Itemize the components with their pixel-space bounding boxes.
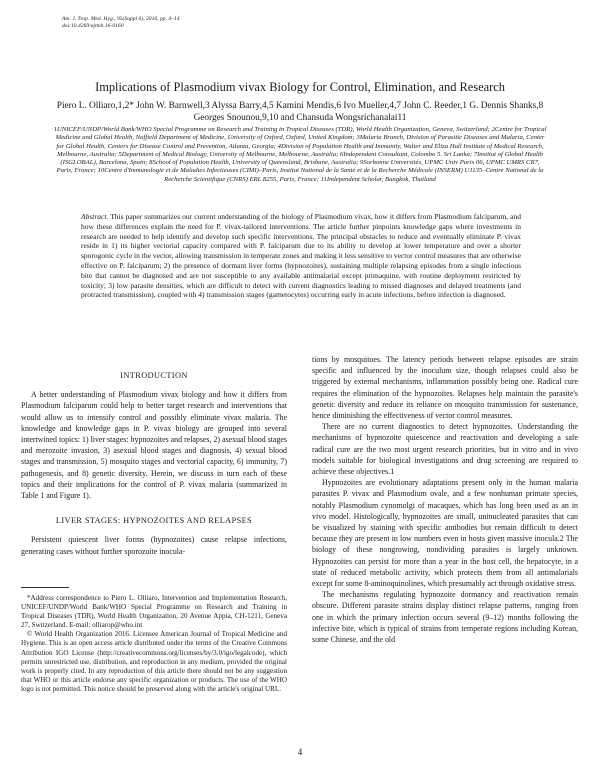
introduction-heading: INTRODUCTION (120, 371, 188, 380)
introduction-paragraph: A better understanding of Plasmodium vivax biology and how it differs from Plasmodium falciparum could help to better target research and interventions that would allow us to intensify control and possibly eliminate vivax malaria. The knowledge and knowledge gaps in P. vivax biology are grouped into several intertwined topics: 1) liver stages: hypnozoites and relapses, 2) asexual blood stages and merozoite invasion, 3) asexual blood stages and diagnosis, 4) sexual blood stages and transmission, 5) mosquito stages and vectorial capacity, 6) immunity, 7) pathogenesis, and 8) genetic diversity. Herein, we discuss in turn each of these topics and their implications for the control of P. vivax malaria (summarized in Table 1 and Figure 1). (21, 390, 287, 501)
page-number: 4 (297, 747, 303, 757)
footnote-divider (21, 587, 69, 588)
affiliations: 1UNICEF/UNDP/World Bank/WHO Special Programme on Research and Training in Tropical Diseases (TDR), World Health Organization, Geneva, Switzerland; 2Centre for Tropical Medicine and Global Health, Nuffield Department of Medicine, University of Oxford, Oxford, United Kingdom; 3Malaria Branch, Division of Parasitic Diseases and Malaria, Center for Global Health, Centers for Disease Control and Prevention, Atlanta, Georgia; 4Division of Population Health and Immunity, Walter and Eliza Hall Institute of Medical Research, Melbourne, Australia; 5Department of Medical Biology, University of Melbourne, Melbourne, Australia; 6Independent Consultant, Colombo 5. Sri Lanka; 7Institut of Global Health (ISGLOBAL), Barcelona, Spain; 8School of Population Health, University of Queensland, Brisbane, Australia; 9Sorbonne Universités, UPMC Univ Paris 06, UPMC UMRS CR7, Paris, France; 10Centre d'Immunologie et de Maladies Infectieuses (CIMI)–Paris, Institut National de la Santé et de la Recherche Médicale (INSERM) U1135–Centre National de la Recherche Scientifique (CNRS) ERL 8255, Paris, France; 11Independent Scholar, Bangkok, Thailand (53, 126, 547, 183)
left-column (21, 370, 287, 557)
right-column (312, 354, 578, 645)
author-list: Piero L. Olliaro,1,2* John W. Barnwell,3 Alyssa Barry,4,5 Kamini Mendis,6 Ivo Mueller,4,7 John C. Reeder,1 G. Dennis Shanks,8 Georges Snounou,9,10 and Chansuda Wongsrichanalai11 (56, 101, 544, 123)
footnotes (21, 594, 287, 694)
abstract-label: Abstract. (81, 212, 109, 221)
abstract (81, 212, 521, 300)
journal-header (62, 16, 180, 30)
body-paragraph: tions by mosquitoes. The latency periods between relapse episodes are strain specific and influenced by the inoculum size, though relapses could also be triggered by external mechanisms, inflammation possibly being one. Radical cure requires the elimination of the hypnozoites. Relapses help maintain the parasite's genetic diversity and reduce its reliance on mosquito transmission for sustenance, hence diminishing the effectiveness of vector control measures. (312, 355, 578, 421)
article-doi: doi:10.4269/ajtmh.16-0160 (62, 23, 124, 29)
abstract-text: This paper summarizes our current understanding of the biology of Plasmodium vivax, how it differs from Plasmodium falciparum, and how these differences explain the need for P. vivax-tailored interventions. The article further pinpoints knowledge gaps where investments in research are needed to help identify and develop such specific interventions. The principal obstacles to reduce and eventually eliminate P. vivax reside in 1) its higher vectorial capacity compared with P. falciparum due to its ability to develop at lower temperature and over a shorter sporogonic cycle in the vector, allowing transmission in temperate zones and making it less sensitive to vector control measures that are otherwise effective on P. falciparum; 2) the presence of dormant liver forms (hypnozoites), sustaining multiple relapsing episodes from a single infectious bite that cannot be diagnosed and are not susceptible to any available antimalarial except primaquine, with routine deployment restricted by toxicity; 3) low parasite densities, which are difficult to detect with current diagnostics leading to missed diagnoses and delayed treatments (and protracted transmission), coupled with 4) transmission stages (gametocytes) occurring early in acute infections, before infection is diagnosed. (81, 212, 521, 300)
liver-stages-paragraph: Persistent quiescent liver forms (hypnozoites) cause relapse infections, generating cases without further sporozoite inocula- (21, 535, 287, 556)
journal-citation: Am. J. Trop. Med. Hyg., 95(Suppl 6), 2016, pp. 4–14 (62, 16, 180, 22)
liver-stages-heading: LIVER STAGES: HYPNOZOITES AND RELAPSES (55, 516, 253, 526)
copyright-note: © World Health Organization 2016. Licensee American Journal of Tropical Medicine and Hygiene. This is an open access article distributed under the terms of the Creative Commons Attribution IGO License (http://creativecommons.org/licenses/by/3.0/igo/legalcode), which permits unrestricted use, distribution, and reproduction in any medium, provided the original work is properly cited. In any reproduction of this article there should not be any suggestion that WHO or this article endorse any specific organization or products. The use of the WHO logo is not permitted. This notice should be preserved along with the article's original URL. (21, 630, 287, 693)
correspondence-note: *Address correspondence to Piero L. Olliaro, Intervention and Implementation Research, UNICEF/UNDP/World Bank/WHO Special Programme on Research and Training in Tropical Diseases (TDR), World Health Organization, 20 Avenue Appia, CH-1211, Geneva 27, Switzerland. E-mail: olliarop@who.int (21, 594, 287, 630)
body-paragraph: The mechanisms regulating hypnozoite dormancy and reactivation remain obscure. Different parasite strains display distinct relapse patterns, ranging from one in which the primary infection occurs several (9–12) months following the infective bite, which is typical of strains from temperate regions including Korean, some Chinese, and the old (312, 590, 578, 645)
body-paragraph: Hypnozoites are evolutionary adaptations present only in the human malaria parasites P. vivax and Plasmodium ovale, and a few nonhuman primate species, notably Plasmodium cynomolgi of macaques, which has long been used as an in vivo model. Histologically, hypnozoites are small, uninucleated parasites that can be visualized by staining with specific antibodies but remain difficult to detect because they are present in low numbers even in hosts given massive inocula.2 The biology of these nongrowing, nondividing parasites is largely unknown. Hypnozoites can persist for more than a year in the host cell, the hepatocyte, in a state of reduced metabolic activity, which protects them from all antimalarials except for some 8-aminoquinolines, which presumably act through oxidative stress. (312, 478, 578, 589)
article-title: Implications of Plasmodium vivax Biology for Control, Elimination, and Research (95, 80, 505, 94)
body-paragraph: There are no current diagnostics to detect hypnozoites. Understanding the mechanisms of hypnozoite quiescence and reactivation and developing a safe radical cure are the two most urgent research priorities, but in vitro and in vivo models suitable for biological investigations and drug screening are required to achieve these objectives.1 (312, 422, 578, 477)
